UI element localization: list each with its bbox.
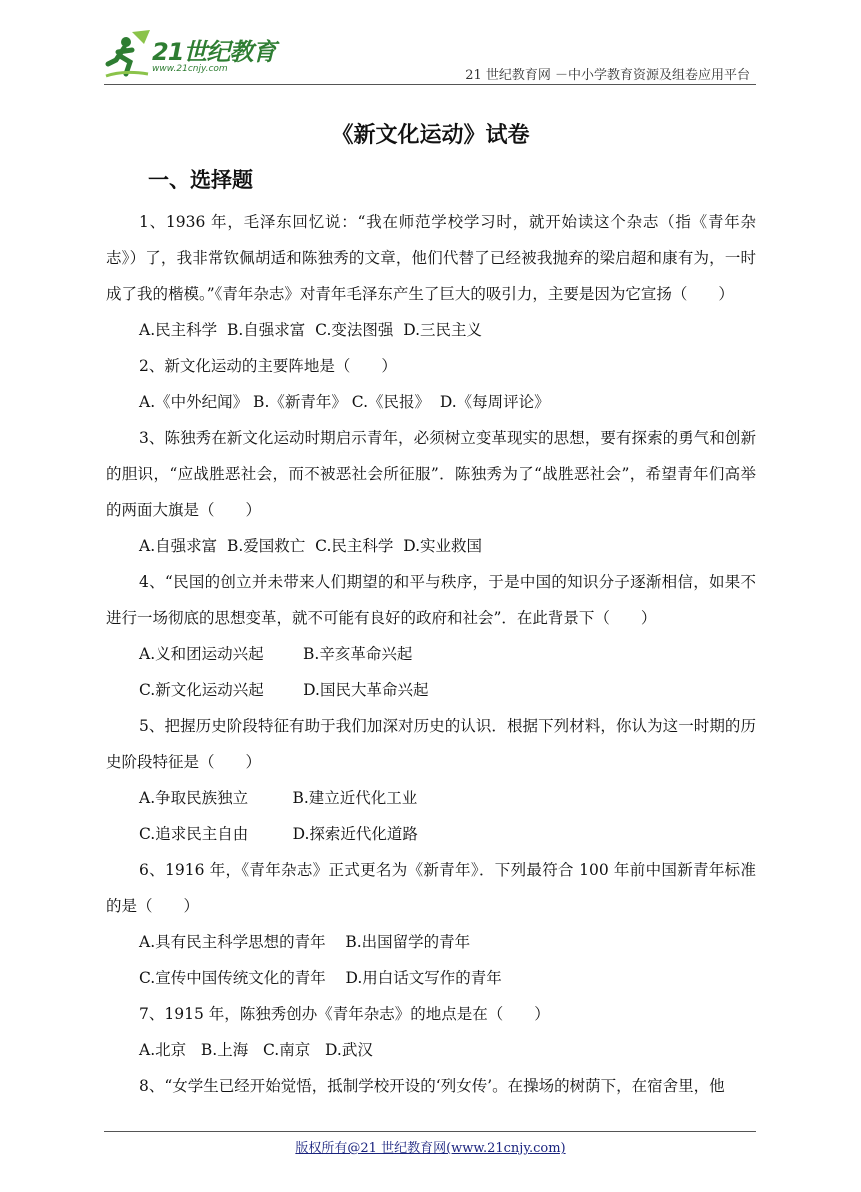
question-options: A.义和团运动兴起 B.辛亥革命兴起 [139,645,413,663]
running-man-icon [104,30,154,82]
question-stem: 1、1936 年，毛泽东回忆说：“我在师范学校学习时，就开始读这个杂志（指《青年杂志》）了，我非常钦佩胡适和陈独秀的文章，他们代替了已经被我抛弃的梁启超和康有为，一时成了我的楷模。”《青年杂志》对青年毛泽东产生了巨大的吸引力，主要是因为它宣扬（ ） [106,213,756,303]
logo [104,30,284,82]
question-stem: 8、“女学生已经开始觉悟，抵制学校开设的‘列女传’。在操场的树荫下，在宿舍里，他 [139,1077,725,1095]
logo-url: www.21cnjy.com [152,64,228,74]
page-header [104,30,756,82]
logo-text: 21世纪教育 [152,38,276,66]
question-options: A.《中外纪闻》 B.《新青年》 C.《民报》 D.《每周评论》 [139,393,550,411]
footer-copyright-link[interactable]: 版权所有@21 世纪教育网(www.21cnjy.com) [295,1141,566,1156]
page-title: 《新文化运动》试卷 [331,122,530,148]
section-title: 一、选择题 [148,168,253,192]
footer-divider [104,1131,756,1132]
question-stem: 2、新文化运动的主要阵地是（ ） [139,357,397,375]
question-stem: 7、1915 年，陈独秀创办《青年杂志》的地点是在（ ） [139,1005,550,1023]
question-stem: 4、“民国的创立并未带来人们期望的和平与秩序，于是中国的知识分子逐渐相信，如果不进行一场彻底的思想变革，就不可能有良好的政府和社会”．在此背景下（ ） [106,573,756,627]
question-options: C.追求民主自由 D.探索近代化道路 [139,825,418,843]
question-options: A.民主科学 B.自强求富 C.变法图强 D.三民主义 [139,321,483,339]
question-options: C.宣传中国传统文化的青年 D.用白话文写作的青年 [139,969,502,987]
question-stem: 5、把握历史阶段特征有助于我们加深对历史的认识．根据下列材料，你认为这一时期的历史阶段特征是（ ） [106,717,756,771]
question-stem: 3、陈独秀在新文化运动时期启示青年，必须树立变革现实的思想，要有探索的勇气和创新的胆识，“应战胜恶社会，而不被恶社会所征服”．陈独秀为了“战胜恶社会”，希望青年们高举的两面大旗是（ ） [106,429,756,519]
question-options: A.争取民族独立 B.建立近代化工业 [139,789,418,807]
question-options: A.北京 B.上海 C.南京 D.武汉 [139,1041,373,1059]
question-stem: 6、1916 年，《青年杂志》正式更名为《新青年》．下列最符合 100 年前中国新青年标准的是（ ） [106,861,756,915]
question-options: C.新文化运动兴起 D.国民大革命兴起 [139,681,429,699]
question-options: A.自强求富 B.爱国救亡 C.民主科学 D.实业救国 [139,537,483,555]
header-divider [104,84,756,85]
header-site-name: 21 世纪教育网 －中小学教育资源及组卷应用平台 [465,68,750,83]
question-list [106,204,756,1104]
question-options: A.具有民主科学思想的青年 B.出国留学的青年 [139,933,471,951]
